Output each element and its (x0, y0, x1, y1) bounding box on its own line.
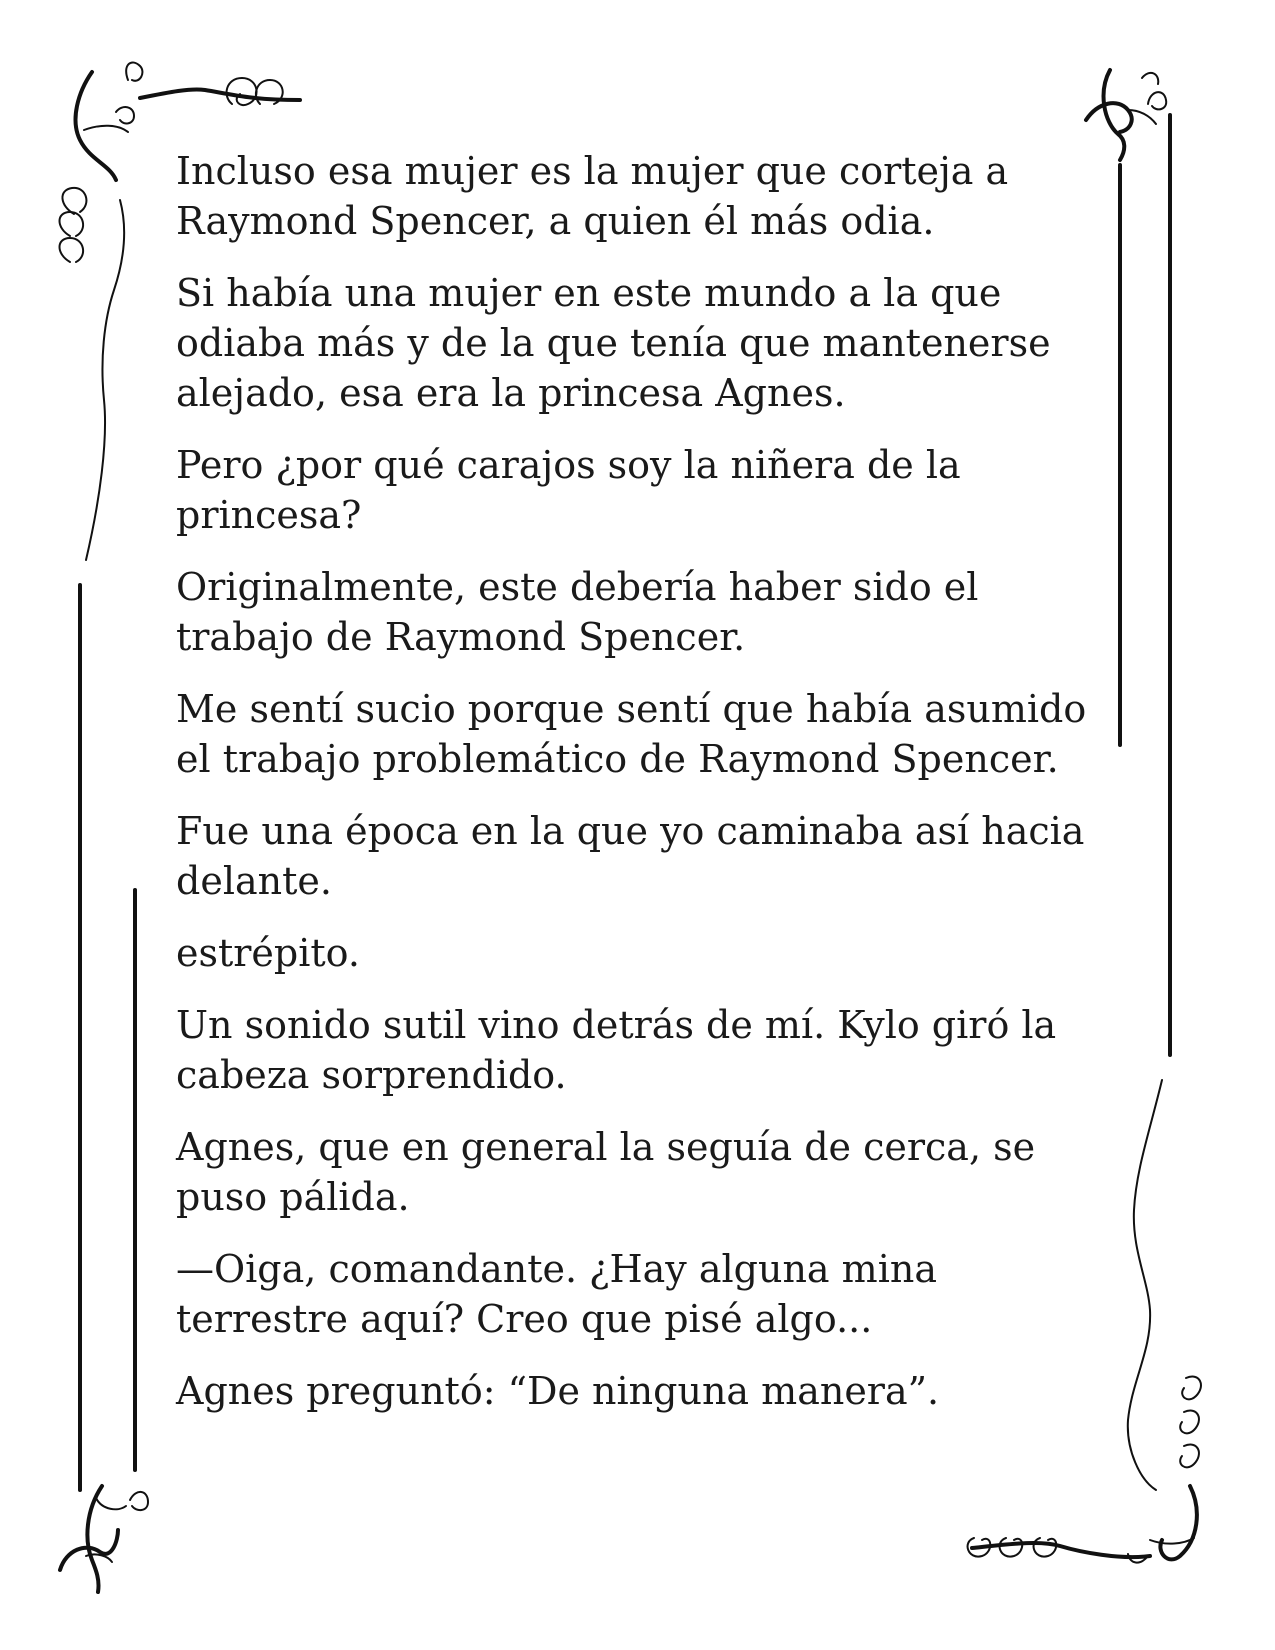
paragraph: Incluso esa mujer es la mujer que corteja a Raymond Spencer, a quien él más odia. (176, 149, 1009, 243)
paragraph: Agnes preguntó: “De ninguna manera”. (176, 1369, 940, 1413)
paragraph: —Oiga, comandante. ¿Hay alguna mina terrestre aquí? Creo que pisé algo... (176, 1247, 937, 1341)
paragraph: Agnes, que en general la seguía de cerca, se puso pálida. (176, 1125, 1036, 1219)
paragraph: Fue una época en la que yo caminaba así hacia delante. (176, 809, 1085, 903)
paragraph: Pero ¿por qué carajos soy la niñera de la princesa? (176, 443, 961, 537)
paragraph: Originalmente, este debería haber sido el trabajo de Raymond Spencer. (176, 565, 979, 659)
bottom-left-ornament (60, 1486, 148, 1592)
paragraph: Un sonido sutil vino detrás de mí. Kylo giró la cabeza sorprendido. (176, 1003, 1057, 1097)
paragraph: estrépito. (176, 931, 360, 975)
paragraph: Si había una mujer en este mundo a la que odiaba más y de la que tenía que mantenerse alejado, esa era la princesa Agnes. (176, 271, 1051, 415)
page-text (176, 146, 1096, 1438)
top-right-ornament (1086, 70, 1166, 160)
paragraph: Me sentí sucio porque sentí que había asumido el trabajo problemático de Raymond Spencer. (176, 687, 1087, 781)
